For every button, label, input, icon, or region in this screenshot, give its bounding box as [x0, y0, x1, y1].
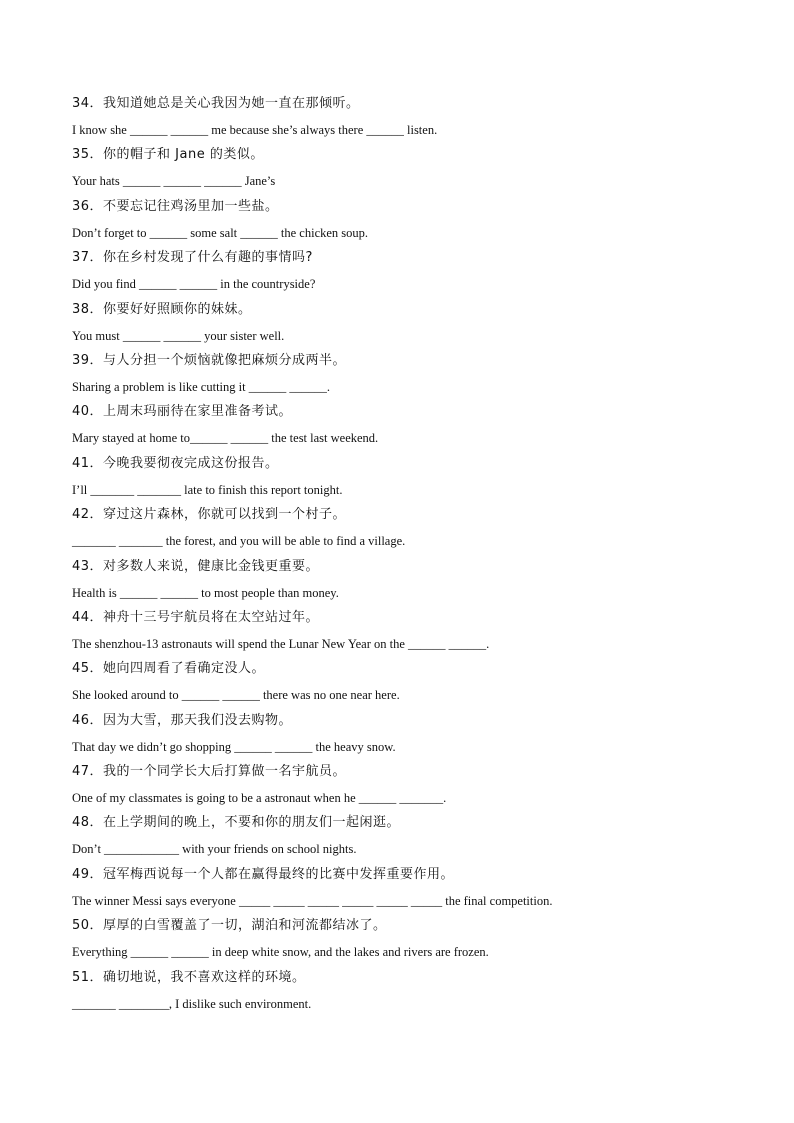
english-sentence: One of my classmates is going to be a astronaut when he ______ _______. [72, 791, 447, 806]
english-sentence: _______ ________, I dislike such environment. [72, 996, 312, 1011]
chinese-prompt: 34．我知道她总是关心我因为她一直在那倾听。 [72, 96, 360, 111]
english-sentence: The shenzhou-13 astronauts will spend the Lunar New Year on the ______ ______. [72, 636, 490, 651]
chinese-prompt: 47．我的一个同学长大后打算做一名宇航员。 [72, 764, 347, 780]
english-sentence: _______ _______ the forest, and you will be able to find a village. [72, 534, 406, 549]
question-41 [72, 454, 732, 505]
english-sentence: Mary stayed at home to______ ______ the test last weekend. [72, 431, 379, 446]
chinese-prompt: 35．你的帽子和 Jane 的类似。 [72, 147, 264, 163]
question-49 [72, 865, 732, 916]
english-sentence: The winner Messi says everyone _____ _____ _____ _____ _____ _____ the final competition. [72, 893, 553, 908]
worksheet [72, 94, 732, 1019]
chinese-prompt: 44．神舟十三号宇航员将在太空站过年。 [72, 609, 320, 625]
english-sentence: I’ll _______ _______ late to finish this report tonight. [72, 482, 343, 497]
chinese-prompt: 41．今晚我要彻夜完成这份报告。 [72, 455, 279, 471]
english-sentence: Everything ______ ______ in deep white snow, and the lakes and rivers are frozen. [72, 945, 489, 960]
english-sentence: Health is ______ ______ to most people than money. [72, 585, 339, 600]
question-46 [72, 711, 732, 762]
chinese-prompt: 40．上周末玛丽待在家里准备考试。 [72, 404, 293, 420]
question-38 [72, 300, 732, 351]
chinese-prompt: 45．她向四周看了看确定没人。 [72, 661, 266, 677]
question-34 [72, 94, 732, 145]
english-sentence: Sharing a problem is like cutting it ______ ______. [72, 379, 330, 394]
question-39 [72, 351, 732, 402]
chinese-prompt: 42．穿过这片森林，你就可以找到一个村子。 [72, 507, 347, 523]
chinese-prompt: 36．不要忘记往鸡汤里加一些盐。 [72, 198, 279, 214]
chinese-prompt: 37．你在乡村发现了什么有趣的事情吗? [72, 250, 313, 266]
question-36 [72, 197, 732, 248]
chinese-prompt: 48．在上学期间的晚上，不要和你的朋友们一起闲逛。 [72, 815, 401, 831]
chinese-prompt: 51．确切地说，我不喜欢这样的环境。 [72, 969, 306, 985]
chinese-prompt: 43．对多数人来说，健康比金钱更重要。 [72, 558, 320, 574]
english-sentence: She looked around to ______ ______ there was no one near here. [72, 688, 400, 703]
question-48 [72, 813, 732, 864]
english-sentence: Don’t forget to ______ some salt ______ the chicken soup. [72, 225, 369, 240]
question-35 [72, 145, 732, 196]
english-sentence: Your hats ______ ______ ______ Jane’s [72, 174, 276, 189]
question-45 [72, 659, 732, 710]
english-sentence: That day we didn’t go shopping ______ ______ the heavy snow. [72, 739, 396, 754]
question-47 [72, 762, 732, 813]
question-42 [72, 505, 732, 556]
question-44 [72, 608, 732, 659]
question-37 [72, 248, 732, 299]
chinese-prompt: 46．因为大雪，那天我们没去购物。 [72, 712, 293, 728]
chinese-prompt: 50．厚厚的白雪覆盖了一切，湖泊和河流都结冰了。 [72, 918, 387, 934]
english-sentence: Don’t ____________ with your friends on school nights. [72, 842, 357, 857]
english-sentence: You must ______ ______ your sister well. [72, 328, 285, 343]
question-50 [72, 916, 732, 967]
question-40 [72, 402, 732, 453]
question-51 [72, 968, 732, 1019]
chinese-prompt: 39．与人分担一个烦恼就像把麻烦分成两半。 [72, 352, 347, 368]
question-43 [72, 557, 732, 608]
chinese-prompt: 49．冠军梅西说每一个人都在赢得最终的比赛中发挥重要作用。 [72, 866, 455, 882]
chinese-prompt: 38．你要好好照顾你的妹妹。 [72, 301, 252, 317]
english-sentence: Did you find ______ ______ in the countryside? [72, 277, 316, 292]
english-sentence: I know she ______ ______ me because she’s always there ______ listen. [72, 123, 438, 137]
